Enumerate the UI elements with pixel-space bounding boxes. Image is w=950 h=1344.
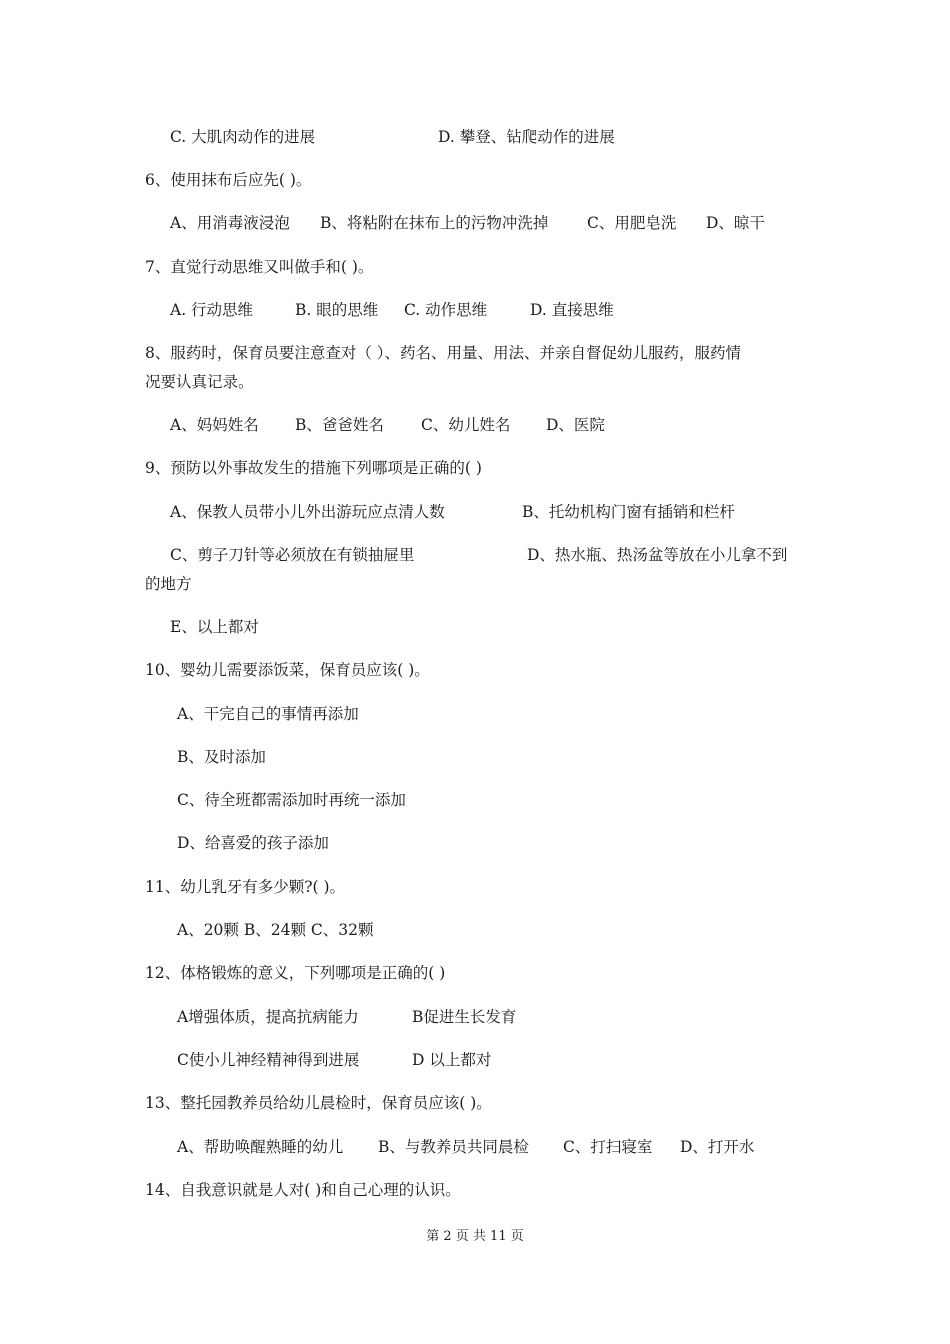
q5-option-d: D. 攀登、钻爬动作的进展: [438, 128, 615, 146]
q6-option-c: C、用肥皂洗: [587, 214, 677, 232]
q8-stem-line1: 8、服药时，保育员要注意查对（ ）、药名、用量、用法、并亲自督促幼儿服药，服药情: [145, 344, 742, 362]
q12-option-b: B促进生长发育: [412, 1008, 517, 1026]
q13-option-d: D、打开水: [680, 1138, 755, 1156]
q6-option-a: A、用消毒液浸泡: [170, 214, 290, 232]
q7-option-d: D. 直接思维: [530, 301, 614, 319]
q13-option-b: B、与教养员共同晨检: [378, 1138, 529, 1156]
q6-option-d: D、晾干: [706, 214, 765, 232]
q12-option-c: C使小儿神经精神得到进展: [177, 1051, 360, 1069]
q12-option-d: D 以上都对: [412, 1051, 492, 1069]
q7-option-c: C. 动作思维: [404, 301, 488, 319]
q8-option-b: B、爸爸姓名: [295, 416, 384, 434]
q6-option-b: B、将粘附在抹布上的污物冲洗掉: [320, 214, 549, 232]
q13-option-a: A、帮助唤醒熟睡的幼儿: [177, 1138, 344, 1156]
q7-option-b: B. 眼的思维: [295, 301, 379, 319]
q5-option-c: C. 大肌肉动作的进展: [170, 128, 316, 146]
q7-stem: 7、直觉行动思维又叫做手和( )。: [145, 258, 374, 276]
q9-option-d-line2: 的地方: [145, 575, 192, 593]
q13-option-c: C、打扫寝室: [563, 1138, 653, 1156]
q6-stem: 6、使用抹布后应先( )。: [145, 171, 312, 189]
q10-option-b: B、及时添加: [177, 748, 266, 766]
q9-option-a: A、保教人员带小儿外出游玩应点清人数: [170, 503, 445, 521]
q7-option-a: A. 行动思维: [170, 301, 254, 319]
q10-option-d: D、给喜爱的孩子添加: [177, 834, 329, 852]
page-number: 第 2 页 共 11 页: [426, 1229, 524, 1244]
q9-option-b: B、托幼机构门窗有插销和栏杆: [522, 503, 735, 521]
q9-option-d-line1: D、热水瓶、热汤盆等放在小儿拿不到: [527, 546, 788, 564]
q10-option-a: A、干完自己的事情再添加: [177, 705, 359, 723]
q11-stem: 11、幼儿乳牙有多少颗?( )。: [145, 878, 346, 896]
q8-stem-line2: 况要认真记录。: [145, 373, 254, 391]
q10-stem: 10、婴幼儿需要添饭菜，保育员应该( )。: [145, 661, 430, 679]
q13-stem: 13、整托园教养员给幼儿晨检时，保育员应该( )。: [145, 1094, 492, 1112]
q9-option-e: E、以上都对: [170, 618, 259, 636]
q8-option-c: C、幼儿姓名: [421, 416, 511, 434]
q10-option-c: C、待全班都需添加时再统一添加: [177, 791, 406, 809]
q9-option-c: C、剪子刀针等必须放在有锁抽屉里: [170, 546, 415, 564]
q9-stem: 9、预防以外事故发生的措施下列哪项是正确的( ): [145, 459, 482, 477]
q11-options: A、20颗 B、24颗 C、32颗: [177, 921, 374, 939]
q12-option-a: A增强体质，提高抗病能力: [177, 1008, 359, 1026]
q8-option-a: A、妈妈姓名: [170, 416, 259, 434]
q12-stem: 12、体格锻炼的意义，下列哪项是正确的( ): [145, 964, 446, 982]
q14-stem: 14、自我意识就是人对( )和自己心理的认识。: [145, 1181, 461, 1199]
q8-option-d: D、医院: [546, 416, 605, 434]
